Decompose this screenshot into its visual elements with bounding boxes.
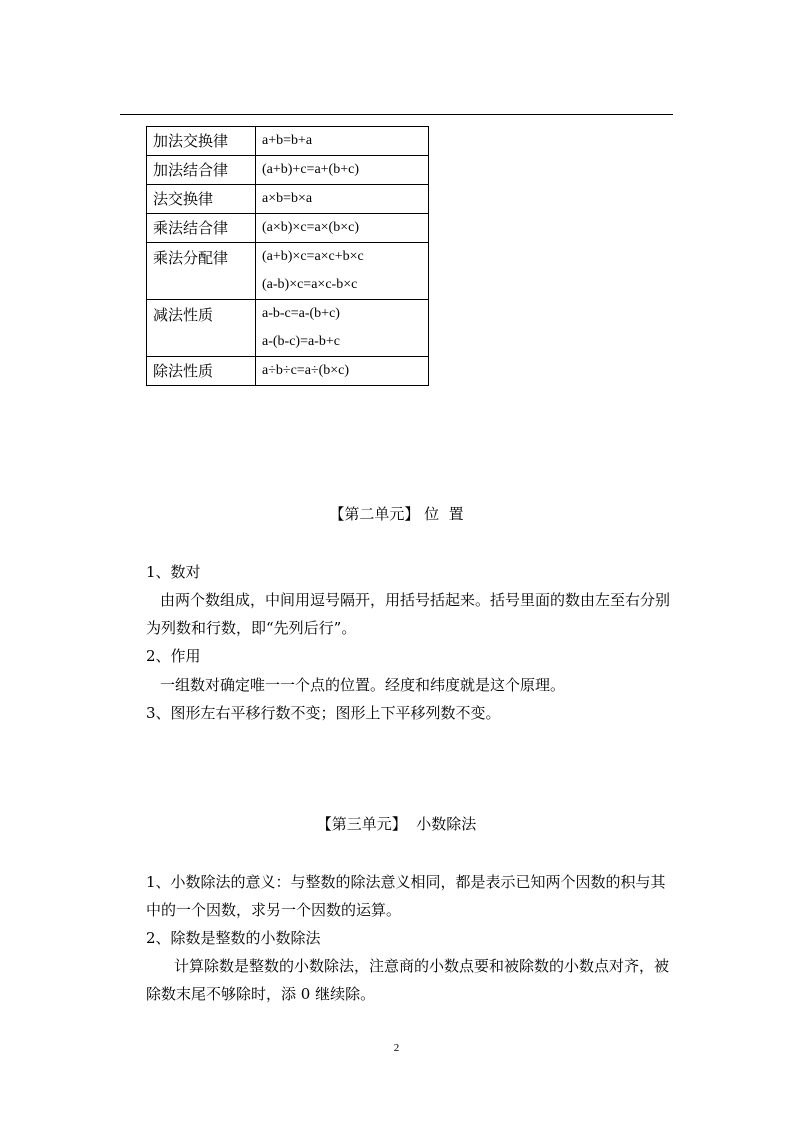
unit2-item1-text-line1: 由两个数组成，中间用逗号隔开，用括号括起来。括号里面的数由左至右分别 [160, 591, 671, 609]
law-name: 乘法结合律 [147, 214, 256, 243]
page-number: 2 [393, 1042, 400, 1054]
unit3-title: 【第三单元】 小数除法 [316, 815, 477, 833]
unit2-title: 【第二单元】 位 置 [329, 505, 464, 523]
unit2-item3: 3、图形左右平移行数不变；图形上下平移列数不变。 [146, 704, 501, 722]
law-formula: a-b-c=a-(b+c) a-(b-c)=a-b+c [256, 300, 429, 357]
unit2-item1-heading: 1、数对 [146, 563, 201, 581]
unit2-item2-text: 一组数对确定唯一一个点的位置。经度和纬度就是这个原理。 [160, 676, 566, 694]
law-name: 加法结合律 [147, 156, 256, 185]
unit3-item1-line1: 1、小数除法的意义：与整数的除法意义相同，都是表示已知两个因数的积与其 [146, 873, 666, 891]
arithmetic-laws-table [146, 126, 429, 386]
law-name: 乘法分配律 [147, 243, 256, 300]
unit3-item1-line2: 中的一个因数，求另一个因数的运算。 [146, 901, 402, 919]
law-formula: (a+b)+c=a+(b+c) [256, 156, 429, 185]
law-name: 法交换律 [147, 185, 256, 214]
unit2-item1-text-line2: 为列数和行数，即“先列后行”。 [146, 619, 357, 637]
law-formula: (a×b)×c=a×(b×c) [256, 214, 429, 243]
table-row [147, 357, 429, 386]
table-row [147, 243, 429, 300]
law-name: 加法交换律 [147, 127, 256, 156]
table-row [147, 156, 429, 185]
unit3-item2-heading: 2、除数是整数的小数除法 [146, 929, 321, 947]
law-formula: a÷b÷c=a÷(b×c) [256, 357, 429, 386]
law-formula: a×b=b×a [256, 185, 429, 214]
law-name: 除法性质 [147, 357, 256, 386]
table-row [147, 127, 429, 156]
table-row [147, 214, 429, 243]
header-rule [120, 114, 673, 115]
law-formula: (a+b)×c=a×c+b×c (a-b)×c=a×c-b×c [256, 243, 429, 300]
law-name: 减法性质 [147, 300, 256, 357]
table-row [147, 300, 429, 357]
unit2-item2-heading: 2、作用 [146, 647, 201, 665]
law-formula: a+b=b+a [256, 127, 429, 156]
unit3-item2-text-line2: 除数末尾不够除时，添 0 继续除。 [146, 985, 376, 1003]
unit3-item2-text-line1: 计算除数是整数的小数除法，注意商的小数点要和被除数的小数点对齐，被 [174, 957, 670, 975]
table-row [147, 185, 429, 214]
